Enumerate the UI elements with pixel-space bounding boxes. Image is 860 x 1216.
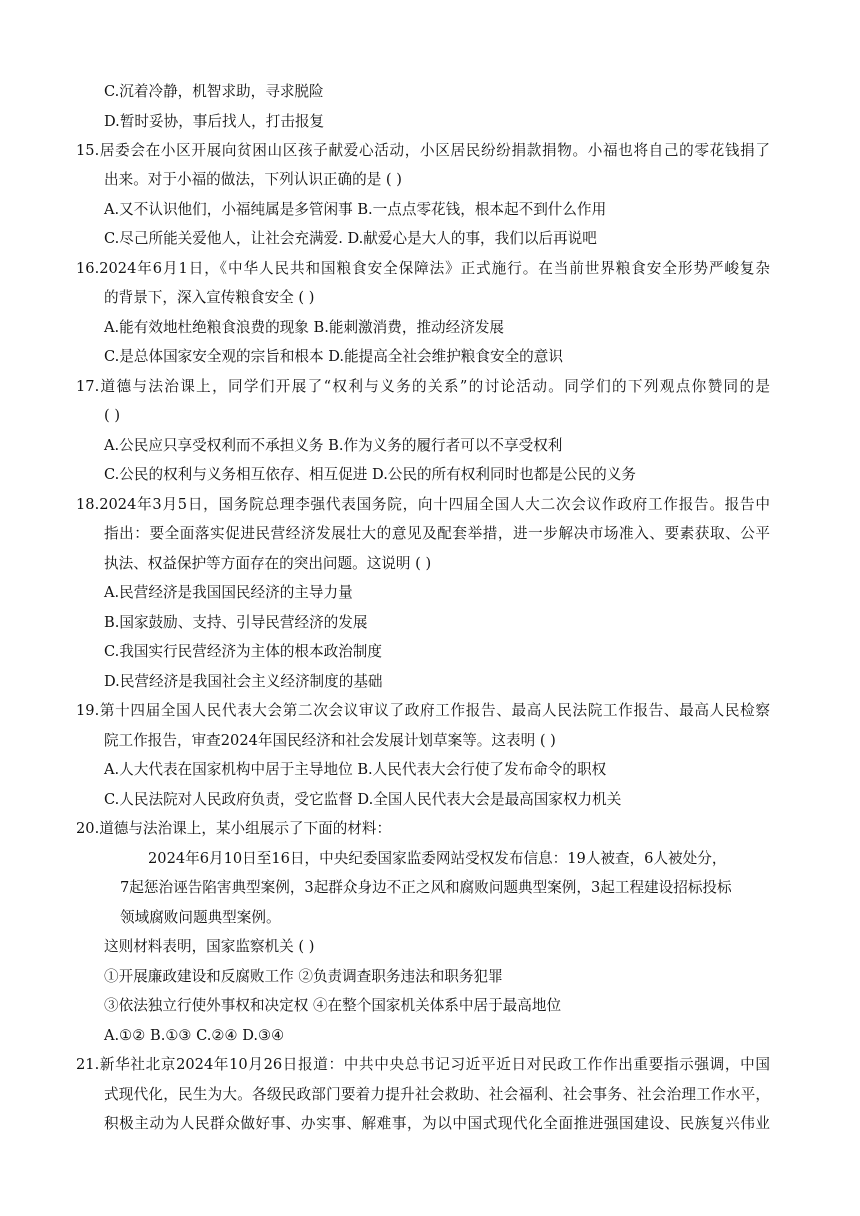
text-line: 18.2024年3月5日，国务院总理李强代表国务院，向十四届全国人大二次会议作政府工作报告。报告中 bbox=[76, 496, 770, 513]
text-line: 16.2024年6月1日，《中华人民共和国粮食安全保障法》正式施行。在当前世界粮食安全形势严峻复杂 bbox=[76, 260, 770, 277]
text-line: ③依法独立行使外事权和决定权 ④在整个国家机关体系中居于最高地位 bbox=[104, 997, 562, 1014]
text-line: A.公民应只享受权利而不承担义务 B.作为义务的履行者可以不享受权利 bbox=[104, 437, 563, 454]
text-line: D.暂时妥协，事后找人，打击报复 bbox=[104, 113, 325, 130]
text-line: ①开展廉政建设和反腐败工作 ②负责调查职务违法和职务犯罪 bbox=[104, 968, 503, 985]
text-line: C.尽己所能关爱他人，让社会充满爱. D.献爱心是大人的事，我们以后再说吧 bbox=[104, 230, 597, 247]
text-line: 7起惩治诬告陷害典型案例，3起群众身边不正之风和腐败问题典型案例，3起工程建设招标投标 bbox=[120, 879, 732, 896]
text-line: 出来。对于小福的做法，下列认识正确的是 ( ) bbox=[104, 171, 402, 188]
text-line: C.我国实行民营经济为主体的根本政治制度 bbox=[104, 643, 382, 660]
text-line: 17.道德与法治课上，同学们开展了“权利与义务的关系”的讨论活动。同学们的下列观点你赞同的是 bbox=[76, 378, 770, 395]
text-line: C.公民的权利与义务相互依存、相互促进 D.公民的所有权利同时也都是公民的义务 bbox=[104, 466, 636, 483]
text-line: 19.第十四届全国人民代表大会第二次会议审议了政府工作报告、最高人民法院工作报告、最高人民检察 bbox=[76, 702, 770, 719]
text-line: 指出：要全面落实促进民营经济发展壮大的意见及配套举措，进一步解决市场准入、要素获取、公平 bbox=[104, 525, 770, 542]
text-line: B.国家鼓励、支持、引导民营经济的发展 bbox=[104, 614, 368, 631]
text-line: 院工作报告，审查2024年国民经济和社会发展计划草案等。这表明 ( ) bbox=[104, 732, 556, 749]
text-line: C.是总体国家安全观的宗旨和根本 D.能提高全社会维护粮食安全的意识 bbox=[104, 348, 563, 365]
text-line: C.人民法院对人民政府负责，受它监督 D.全国人民代表大会是最高国家权力机关 bbox=[104, 791, 622, 808]
text-line: ( ) bbox=[104, 407, 121, 424]
text-line: A.能有效地杜绝粮食浪费的现象 B.能刺激消费，推动经济发展 bbox=[104, 319, 505, 336]
text-line: A.①② B.①③ C.②④ D.③④ bbox=[104, 1027, 285, 1044]
text-line: 2024年6月10日至16日，中央纪委国家监委网站受权发布信息：19人被查，6人被处分， bbox=[148, 850, 727, 867]
text-line: 20.道德与法治课上，某小组展示了下面的材料： bbox=[76, 820, 392, 837]
text-line: D.民营经济是我国社会主义经济制度的基础 bbox=[104, 673, 383, 690]
text-line: A.人大代表在国家机构中居于主导地位 B.人民代表大会行使了发布命令的职权 bbox=[104, 761, 607, 778]
text-line: A.民营经济是我国国民经济的主导力量 bbox=[104, 584, 353, 601]
text-line: 式现代化，民生为大。各级民政部门要着力提升社会救助、社会福利、社会事务、社会治理工作水平， bbox=[104, 1086, 770, 1103]
text-line: C.沉着冷静，机智求助，寻求脱险 bbox=[104, 83, 324, 100]
text-line: 领域腐败问题典型案例。 bbox=[120, 909, 281, 926]
text-line: 积极主动为人民群众做好事、办实事、解难事，为以中国式现代化全面推进强国建设、民族复兴伟业 bbox=[104, 1115, 770, 1132]
text-line: 21.新华社北京2024年10月26日报道：中共中央总书记习近平近日对民政工作作出重要指示强调，中国 bbox=[76, 1056, 770, 1073]
text-line: 执法、权益保护等方面存在的突出问题。这说明 ( ) bbox=[104, 555, 432, 572]
text-line: 这则材料表明，国家监察机关 ( ) bbox=[104, 938, 315, 955]
text-line: 15.居委会在小区开展向贫困山区孩子献爱心活动，小区居民纷纷捐款捐物。小福也将自己的零花钱捐了 bbox=[76, 142, 770, 159]
text-line: 的背景下，深入宣传粮食安全 ( ) bbox=[104, 289, 315, 306]
text-line: A.又不认识他们，小福纯属是多管闲事 B.一点点零花钱，根本起不到什么作用 bbox=[104, 201, 607, 218]
